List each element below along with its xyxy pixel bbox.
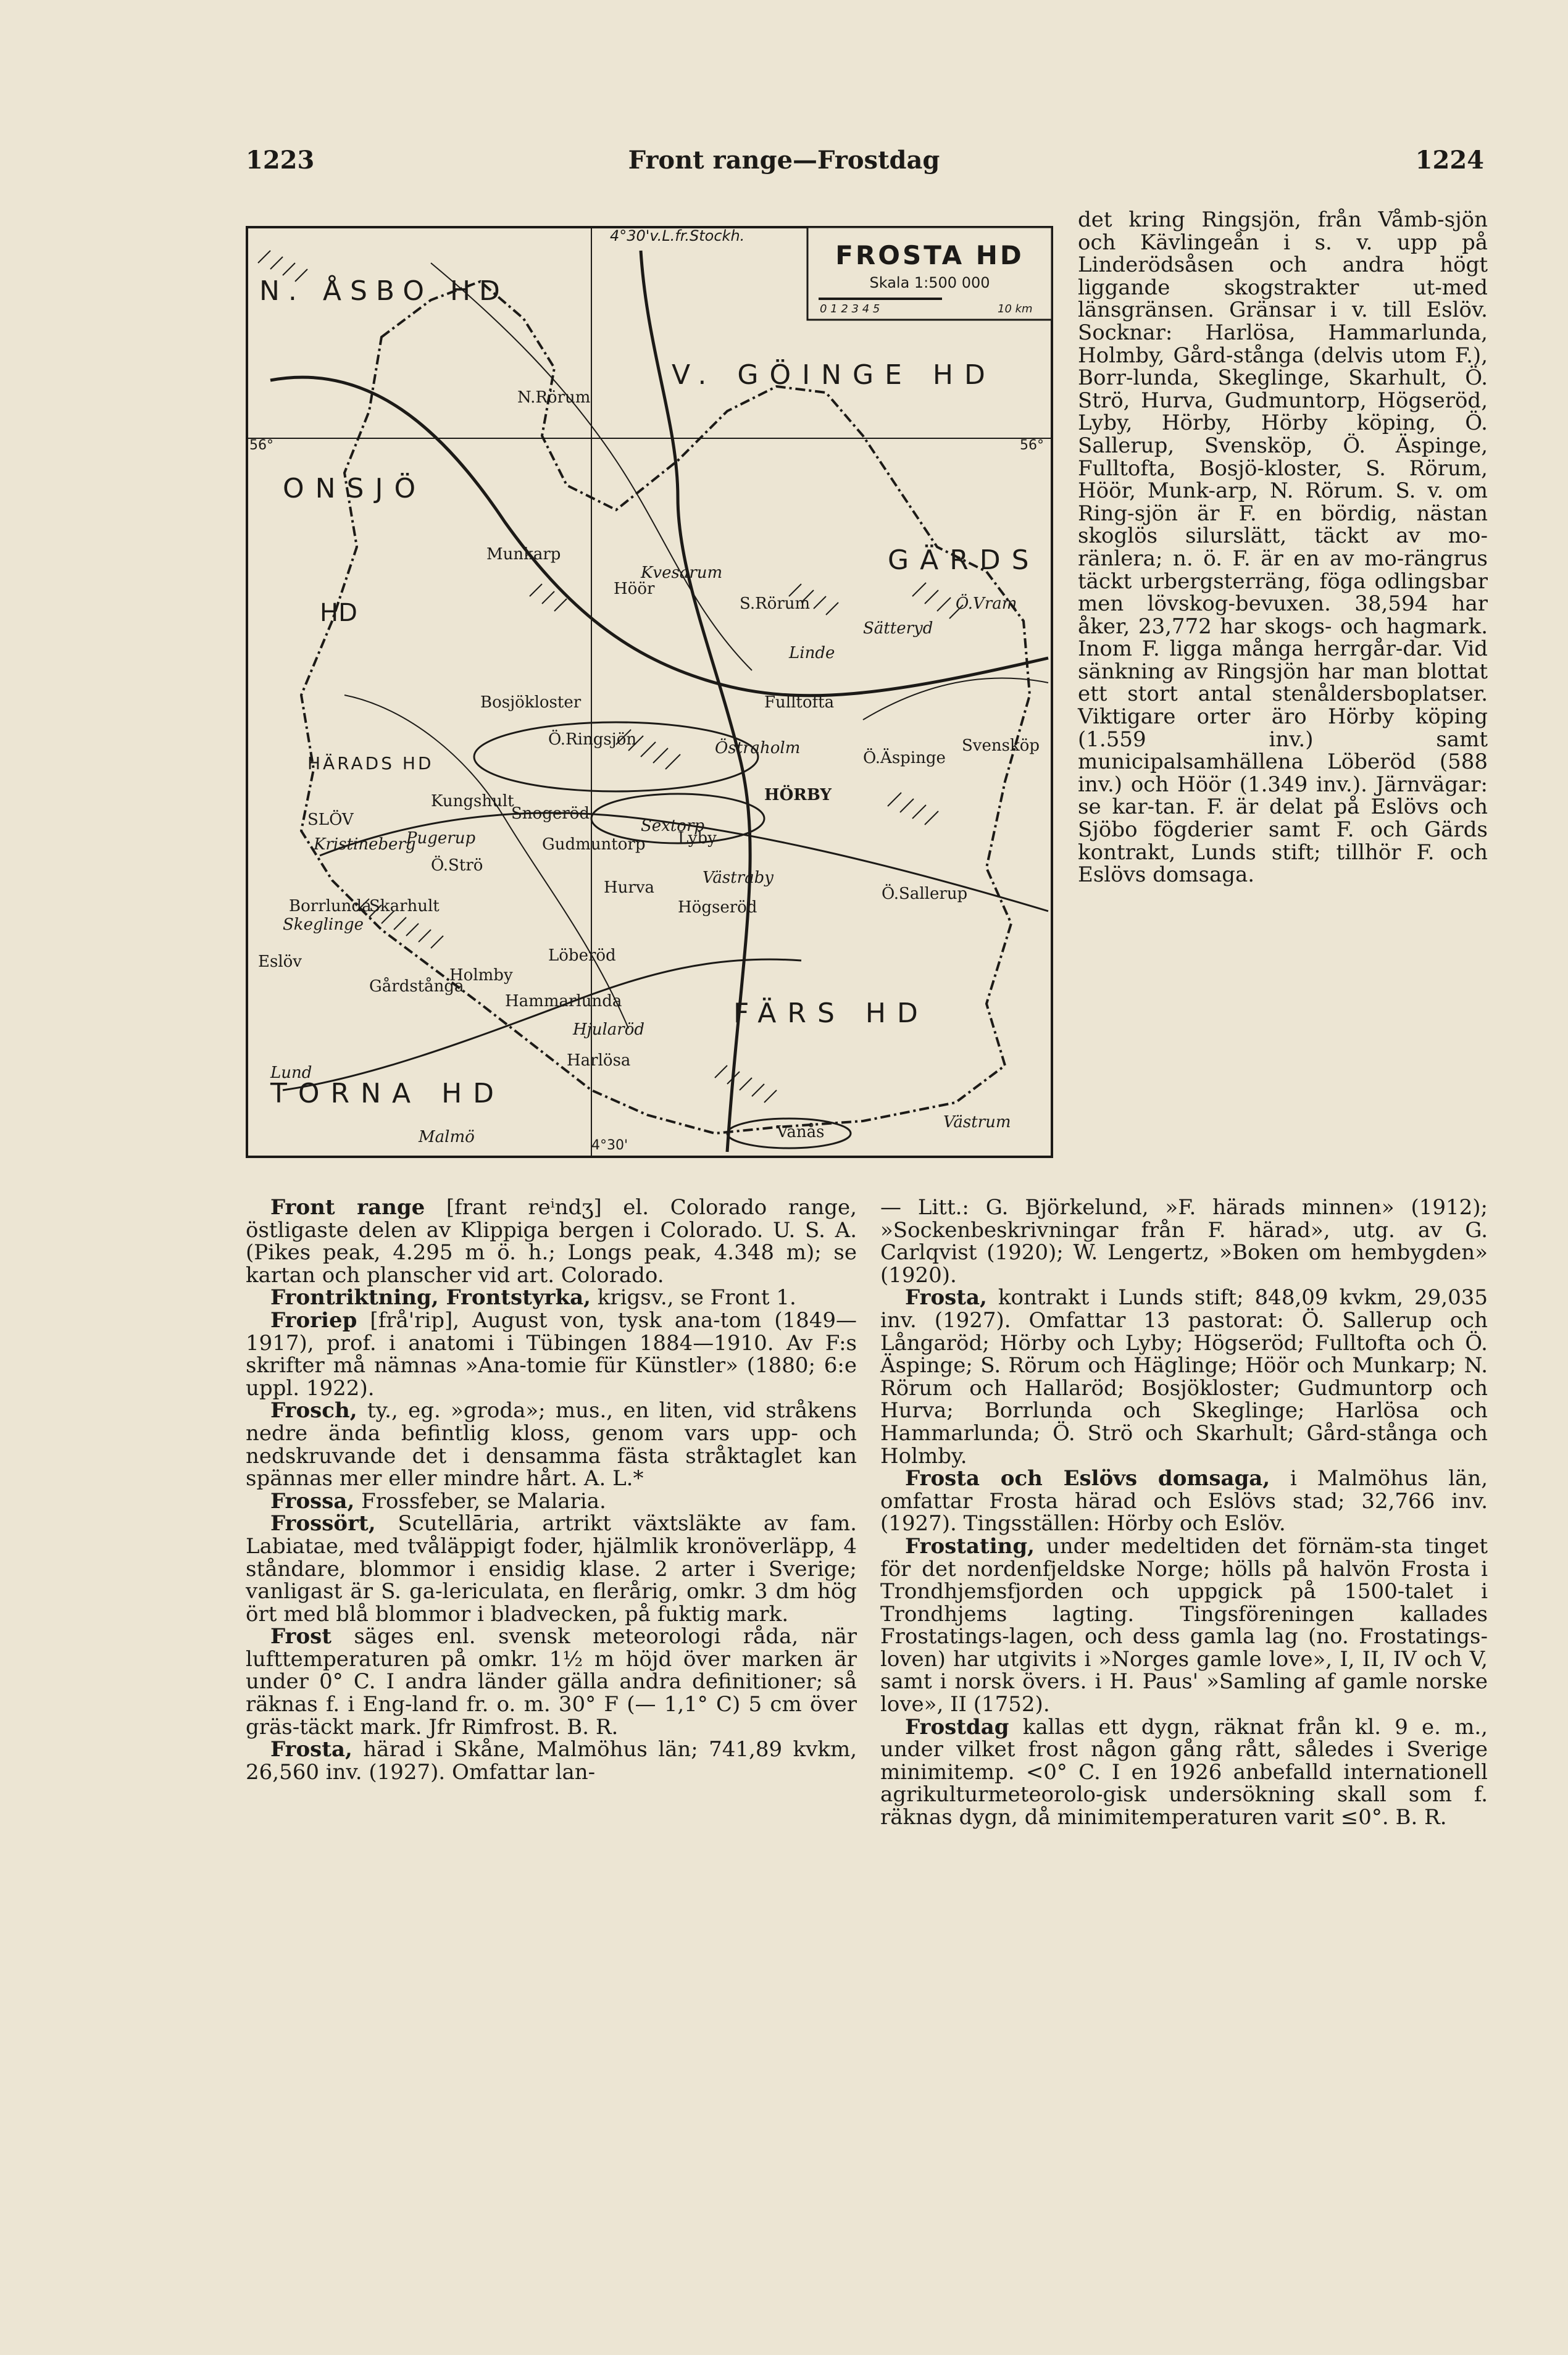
article-frosta-domsaga bbox=[880, 1467, 1488, 1535]
article-body: Frossfeber, se Malaria. bbox=[354, 1488, 606, 1514]
town-label: Västrum bbox=[943, 1113, 1011, 1132]
town-label: Kungshult bbox=[431, 792, 514, 811]
town-label: Lund bbox=[270, 1064, 312, 1082]
map-latitude-right: 56° bbox=[1020, 438, 1044, 453]
town-label: Lyby bbox=[678, 829, 717, 848]
map-title: FROSTA HD bbox=[835, 240, 1024, 270]
town-label: Höör bbox=[614, 580, 655, 598]
article-body: [frå'rip], August von, tysk ana-tom (1849—1917), prof. i anatomi i Tübingen 1884—1910. Av F:s skrifter må nämnas »Ana-tomie für Künstler» (1880; 6:e uppl. 1922). bbox=[246, 1307, 857, 1401]
headword: Frosta och Eslövs domsaga, bbox=[905, 1466, 1270, 1491]
town-label: Gudmuntorp bbox=[542, 835, 646, 854]
town-label: Ö.Strö bbox=[431, 856, 483, 875]
town-label: Skeglinge bbox=[283, 915, 364, 934]
article-frost bbox=[246, 1625, 857, 1738]
map-latitude-left: 56° bbox=[249, 438, 273, 453]
article-front-range bbox=[246, 1196, 857, 1286]
town-label: Fulltofta bbox=[764, 693, 835, 712]
article-body: under medeltiden det förnäm-sta tinget för det nordenfjeldske Norge; hölls på halvön Frosta i Trondhjemsfjorden och uppgick på 1500-talet i Trondhjems lagting. Tingsföreningen kallades Frostatings-lagen, och dess gamla lag (no. Frostatings-loven) har utgivits i »Norges gamle love», I, II, IV och V, samt i norsk övers. i H. Paus' »Samling af gamle norske love», II (1752). bbox=[880, 1533, 1488, 1717]
frosta-district-map bbox=[246, 226, 1053, 1158]
town-label: Kristineberg bbox=[314, 835, 416, 854]
headword: Frossa, bbox=[270, 1488, 355, 1514]
column-right bbox=[880, 1196, 1488, 1829]
town-label: Harlösa bbox=[567, 1051, 631, 1070]
town-label: Västraby bbox=[703, 869, 774, 887]
page-number-right: 1224 bbox=[1415, 146, 1484, 175]
town-label: Svensköp bbox=[962, 736, 1040, 755]
town-label: Pugerup bbox=[406, 829, 476, 848]
article-frossort bbox=[246, 1512, 857, 1625]
town-label: Hjularöd bbox=[573, 1020, 645, 1039]
town-label: Munkarp bbox=[486, 545, 561, 564]
headword: Frosta, bbox=[905, 1285, 987, 1311]
headword: Frostdag bbox=[905, 1714, 1009, 1740]
town-label: Östraholm bbox=[715, 739, 801, 757]
article-body: ty., eg. »groda»; mus., en liten, vid stråkens nedre ända befintlig kloss, genom vars upp- och nedskruvande det i densamma fästa stråktaglet kan spännas mer eller mindre hårt. A. L.* bbox=[246, 1398, 857, 1491]
article-body: säges enl. svensk meteorologi råda, när lufttemperaturen på omkr. 1½ m höjd över marken är under 0° C. I andra länder gälla andra definitioner; så räknas f. i Eng-land fr. o. m. 30° F (— 1,1° C) 5 cm över gräs-täckt mark. Jfr Rimfrost. B. R. bbox=[246, 1624, 857, 1740]
district-label: GÄRDS bbox=[888, 544, 1040, 576]
town-label: Ö.Vram bbox=[956, 594, 1017, 613]
article-frosta-harad bbox=[246, 1738, 857, 1783]
district-label: TORNA HD bbox=[270, 1078, 506, 1109]
article-body: kallas ett dygn, räknat från kl. 9 e. m., under vilket frost någon gång rått, således i Sverige minimitemp. <0° C. I en 1926 anbefalld internationell agrikulturmeteorolo-gisk undersökning skall som f. räknas dygn, då minimitemperaturen varit ≤0°. B. R. bbox=[880, 1714, 1488, 1830]
town-label: Ö.Sallerup bbox=[882, 885, 968, 903]
town-label: Eslöv bbox=[258, 952, 302, 971]
column-right-top bbox=[1078, 209, 1488, 886]
headword: Front range bbox=[270, 1195, 425, 1220]
headword: Frosta, bbox=[270, 1737, 352, 1762]
map-scale-ticks: 0 1 2 3 4 5 bbox=[820, 302, 880, 315]
town-label: SLÖV bbox=[307, 811, 354, 829]
town-label: Holmby bbox=[449, 966, 513, 985]
article-body: — Litt.: G. Björkelund, »F. härads minnen» (1912); »Sockenbeskrivningar från F. härad», utg. av G. Carlqvist (1920); W. Lengertz, »Boken om hembygden» (1920). bbox=[880, 1195, 1488, 1288]
map-meridian-bottom: 4°30' bbox=[591, 1138, 628, 1153]
page-number-left: 1223 bbox=[246, 146, 315, 175]
headword: Frostating, bbox=[905, 1533, 1035, 1559]
article-body: i Malmöhus län, omfattar Frosta härad och Eslövs stad; 32,766 inv. (1927). Tingsställen: Hörby och Eslöv. bbox=[880, 1466, 1488, 1536]
headword: Frost bbox=[270, 1624, 332, 1649]
article-body: [frant reⁱndʒ] el. Colorado range, östligaste delen av Klippiga bergen i Colorado. U. S. A. (Pikes peak, 4.295 m ö. h.; Longs peak, 4.348 m); se kartan och planscher vid art. Colorado. bbox=[246, 1195, 857, 1288]
map-meridian: 4°30'v.L.fr.Stockh. bbox=[610, 227, 745, 244]
district-label: FÄRS HD bbox=[733, 998, 929, 1029]
town-label: Sätteryd bbox=[863, 619, 933, 638]
town-label: Löberöd bbox=[548, 946, 616, 965]
town-label: Hurva bbox=[604, 878, 655, 897]
article-frosta-kontrakt bbox=[880, 1286, 1488, 1467]
town-label: Ö.Ringsjön bbox=[548, 730, 637, 749]
town-label: Skarhult bbox=[369, 897, 440, 915]
town-label: Malmö bbox=[419, 1128, 475, 1146]
town-label: Kvesarum bbox=[641, 564, 723, 582]
town-label: Linde bbox=[789, 644, 835, 662]
article-body: Scutellāria, artrikt växtsläkte av fam. Labiatae, med tvåläppigt foder, hjälmlik kronöverläpp, 4 ståndare, blommor i ensidig klase. 2 arter i Sverige; vanligast är S. ga-lericulata, en flerårig, omkr. 3 dm hög ört med blå blommor i bladvecken, på fuktig mark. bbox=[246, 1511, 857, 1627]
town-label: Bosjökloster bbox=[480, 693, 582, 712]
headword: Frossört, bbox=[270, 1511, 376, 1536]
article-frostdag bbox=[880, 1716, 1488, 1829]
article-frontriktning bbox=[246, 1286, 857, 1309]
article-froriep bbox=[246, 1309, 857, 1399]
town-label: Ö.Äspinge bbox=[863, 749, 946, 767]
map-scale-unit: 10 km bbox=[998, 302, 1033, 315]
district-label: ONSJÖ bbox=[283, 473, 427, 504]
article-frossa bbox=[246, 1490, 857, 1513]
town-label: Vanås bbox=[777, 1123, 825, 1141]
article-body: härad i Skåne, Malmöhus län; 741,89 kvkm, 26,560 inv. (1927). Omfattar lan- bbox=[246, 1737, 857, 1785]
district-label: HD bbox=[320, 599, 357, 627]
map-scale: Skala 1:500 000 bbox=[869, 274, 990, 291]
town-label: Borrlunda bbox=[289, 897, 372, 915]
town-label: N.Rörum bbox=[517, 388, 591, 407]
town-label: Sextorp bbox=[641, 817, 705, 835]
article-body: krigsv., se Front 1. bbox=[590, 1285, 796, 1311]
district-label: HÄRADS HD bbox=[307, 753, 434, 773]
town-label: Hammarlunda bbox=[505, 992, 622, 1011]
headword: Froriep bbox=[270, 1307, 357, 1333]
district-label: N. ÅSBO HD bbox=[259, 275, 509, 307]
article-literature bbox=[880, 1196, 1488, 1286]
town-label: Gårdstånga bbox=[369, 977, 464, 996]
headword: Frontriktning, Frontstyrka, bbox=[270, 1285, 591, 1311]
town-label: HÖRBY bbox=[764, 786, 832, 804]
district-label: V. GÖINGE HD bbox=[672, 359, 996, 391]
town-label: Högseröd bbox=[678, 898, 757, 917]
running-title: Front range—Frostdag bbox=[628, 146, 940, 175]
town-label: Snogeröd bbox=[511, 804, 590, 823]
article-frosch bbox=[246, 1399, 857, 1490]
town-label: S.Rörum bbox=[740, 594, 811, 613]
article-body: kontrakt i Lunds stift; 848,09 kvkm, 29,035 inv. (1927). Omfattar 13 pastorat: Ö. Sallerup och Långaröd; Hörby och Lyby; Högseröd; Fulltofta och Ö. Äspinge; S. Rörum och Häglinge; Höör och Munkarp; N. Rörum och Hallaröd; Bosjökloster; Gudmuntorp och Hurva; Borrlunda och Skeglinge; Harlösa och Hammarlunda; Ö. Strö och Skarhult; Gård-stånga och Holmby. bbox=[880, 1285, 1488, 1469]
article-continuation: det kring Ringsjön, från Våmb-sjön och Kävlingeån i s. v. upp på Linderödsåsen och andra högt liggande skogstrakter ut-med länsgränsen. Gränsar i v. till Eslöv. Socknar: Harlösa, Hammarlunda, Holmby, Gård-stånga (delvis utom F.), Borr-lunda, Skeglinge, Skarhult, Ö. Strö, Hurva, Gudmuntorp, Högseröd, Lyby, Hörby, Hörby köping, Ö. Sallerup, Svensköp, Ö. Äspinge, Fulltofta, Bosjö-kloster, S. Rörum, Höör, Munk-arp, N. Rörum. S. v. om Ring-sjön är F. en bördig, nästan skoglös silurslätt, täckt av mo-ränlera; n. ö. F. är en av mo-rängrus täckt urbergsterräng, föga odlingsbar men lövskog-bevuxen. 38,594 har åker, 23,772 har skogs- och hagmark. Inom F. ligga många herrgår-dar. Vid sänkning av Ringsjön har man blottat ett stort antal stenåldersboplatser. Viktigare orter äro Hörby köping (1.559 inv.) samt municipalsamhällena Löberöd (588 inv.) och Höör (1.349 inv.). Järnvägar: se kar-tan. F. är delat på Eslövs och Sjöbo fögderier samt F. och Gärds kontrakt, Lunds stift; tillhör F. och Eslövs domsaga. bbox=[1078, 207, 1488, 888]
column-left bbox=[246, 1196, 857, 1783]
headword: Frosch, bbox=[270, 1398, 357, 1423]
article-frostating bbox=[880, 1535, 1488, 1716]
